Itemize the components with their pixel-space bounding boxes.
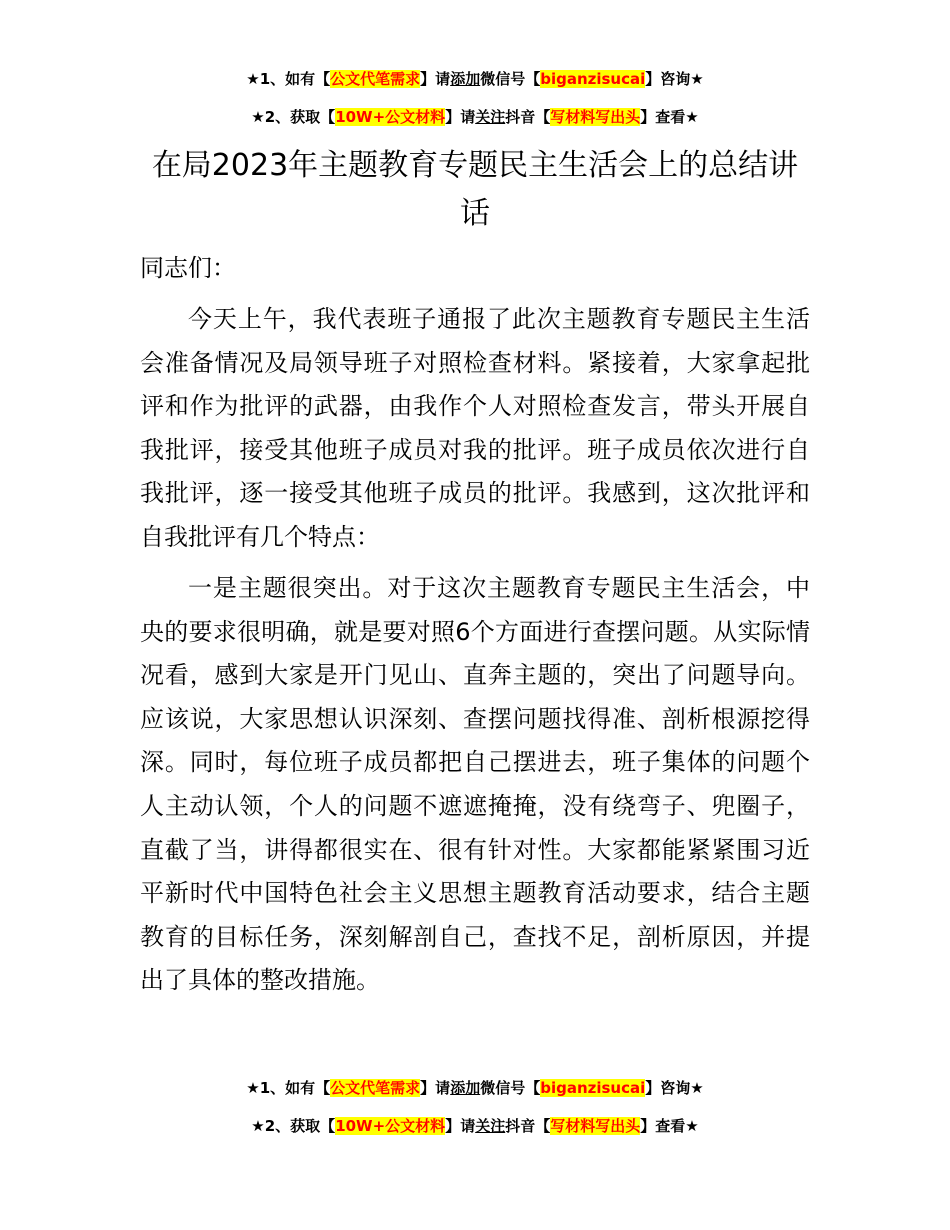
banner-underline-follow: 关注	[475, 1117, 506, 1135]
banner-text: 微信号【	[480, 70, 541, 88]
banner-text: 】请	[420, 1079, 451, 1097]
bottom-banner-line-2	[0, 1113, 950, 1139]
banner-underline-follow: 关注	[475, 108, 506, 126]
banner-suffix: 】查看★	[640, 108, 699, 126]
top-banner-line-1	[0, 66, 950, 92]
banner-text: 】请	[445, 108, 476, 126]
paragraph-1: 今天上午，我代表班子通报了此次主题教育专题民主生活会准备情况及局领导班子对照检查材料。紧接着，大家拿起批评和作为批评的武器，由我作个人对照检查发言，带头开展自我批评，接受其他班子成员对我的批评。班子成员依次进行自我批评，逐一接受其他班子成员的批评。我感到，这次批评和自我批评有几个特点：	[140, 305, 810, 551]
banner-suffix: 】咨询★	[645, 1079, 704, 1097]
top-banner-line-2	[0, 104, 950, 130]
banner-prefix: ★2、获取【	[251, 1117, 336, 1135]
paragraph-2: 一是主题很突出。对于这次主题教育专题民主生活会，中央的要求很明确，就是要对照6个方面进行查摆问题。从实际情况看，感到大家是开门见山、直奔主题的，突出了问题导向。应该说，大家思想认识深刻、查摆问题找得准、剖析根源挖得深。同时，每位班子成员都把自己摆进去，班子集体的问题个人主动认领，个人的问题不遮遮掩掩，没有绕弯子、兜圈子，直截了当，讲得都很实在、很有针对性。大家都能紧紧围习近平新时代中国特色社会主义思想主题教育活动要求，结合主题教育的目标任务，深刻解剖自己，查找不足，剖析原因，并提出了具体的整改措施。	[140, 574, 810, 995]
banner-text: 】请	[445, 1117, 476, 1135]
banner-highlight-wechat-id: biganzisucai	[540, 1079, 646, 1097]
bottom-banner-line-1	[0, 1075, 950, 1101]
banner-text: 】请	[420, 70, 451, 88]
banner-suffix: 】咨询★	[645, 70, 704, 88]
banner-prefix: ★1、如有【	[246, 1079, 331, 1097]
banner-highlight-douyin: 写材料写出头	[550, 108, 641, 126]
salutation: 同志们：	[140, 254, 236, 282]
banner-text: 微信号【	[480, 1079, 541, 1097]
banner-highlight-service: 公文代笔需求	[330, 1079, 421, 1097]
banner-underline-add: 添加	[450, 1079, 481, 1097]
banner-suffix: 】查看★	[640, 1117, 699, 1135]
banner-highlight-materials: 10W+公文材料	[335, 1117, 446, 1135]
banner-highlight-service: 公文代笔需求	[330, 70, 421, 88]
banner-prefix: ★1、如有【	[246, 70, 331, 88]
banner-text: 抖音【	[505, 1117, 551, 1135]
document-title: 在局2023年主题教育专题民主生活会上的总结讲话	[151, 148, 799, 231]
banner-prefix: ★2、获取【	[251, 108, 336, 126]
banner-highlight-wechat-id: biganzisucai	[540, 70, 646, 88]
banner-underline-add: 添加	[450, 70, 481, 88]
banner-highlight-douyin: 写材料写出头	[550, 1117, 641, 1135]
banner-highlight-materials: 10W+公文材料	[335, 108, 446, 126]
banner-text: 抖音【	[505, 108, 551, 126]
